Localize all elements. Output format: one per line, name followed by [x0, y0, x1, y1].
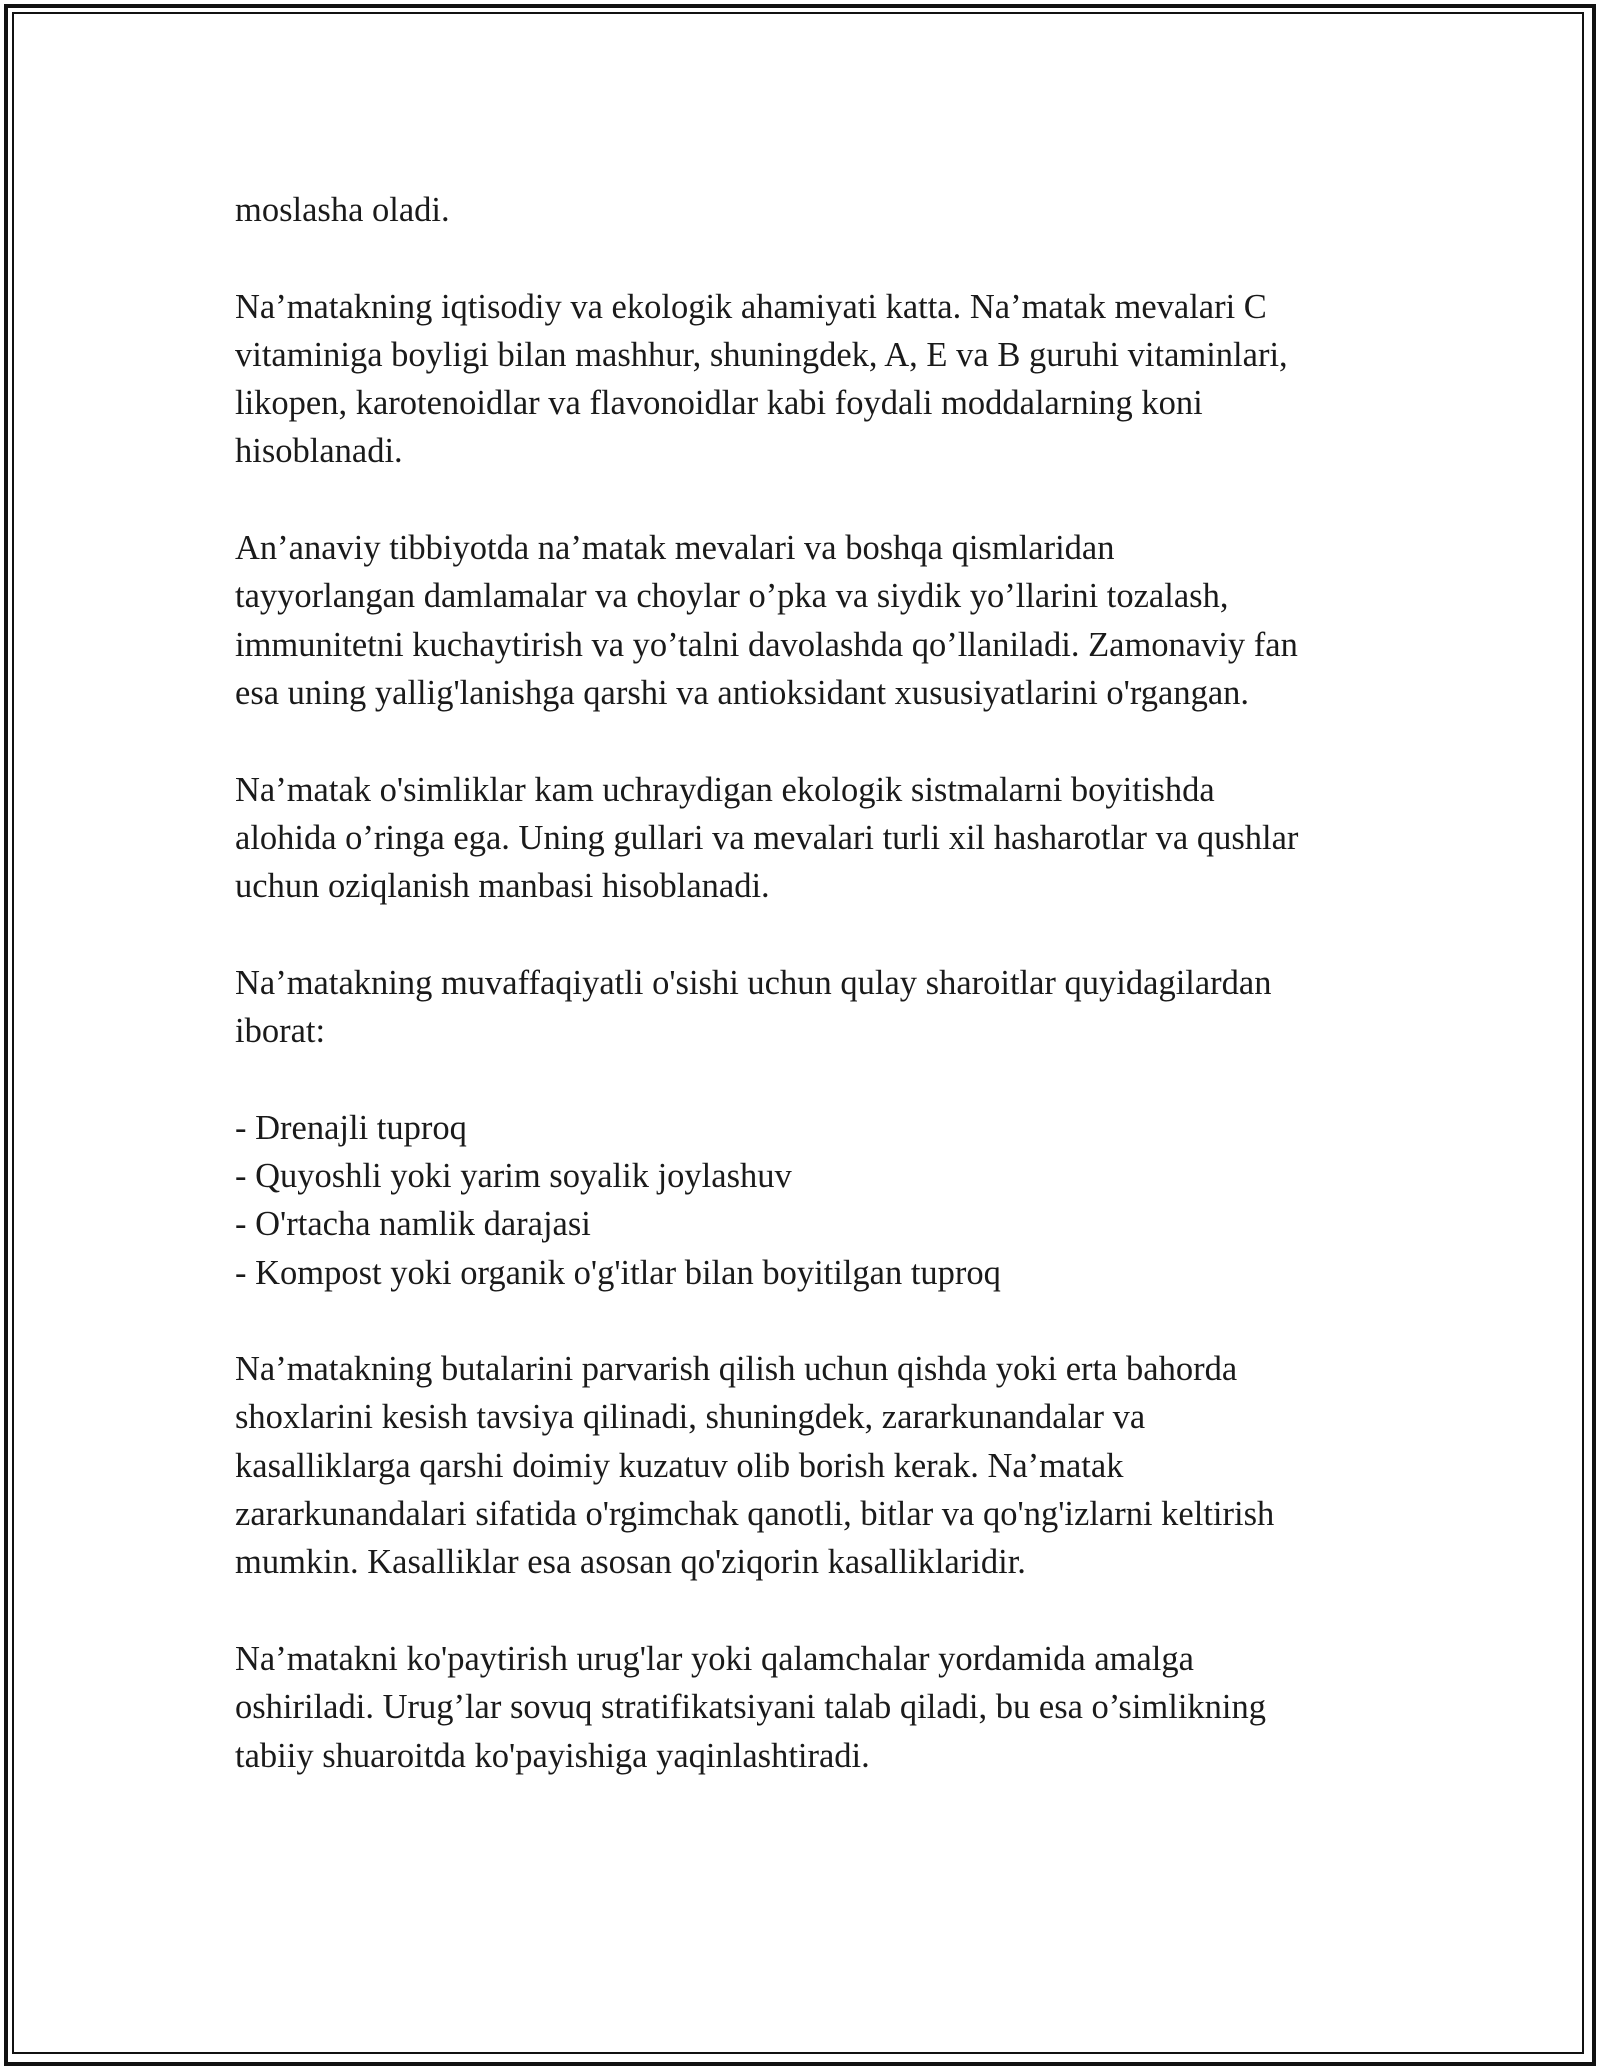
paragraph-traditional-medicine: An’anaviy tibbiyotda na’matak mevalari va boshqa qismlaridan tayyorlangan damlamalar va choylar o’pka va siydik yo’llarini tozalash, immunitetni kuchaytirish va yo’talni davolashda qo’llaniladi. Zamonaviy fan esa uning yallig'lanishga qarshi va antioksidant xususiyatlarini o'rgangan.: [235, 529, 1298, 712]
list-item: - Kompost yoki organik o'g'itlar bilan boyitilgan tuproq: [235, 1253, 1001, 1292]
list-item: - Quyoshli yoki yarim soyalik joylashuv: [235, 1156, 792, 1195]
paragraph-propagation: Na’matakni ko'paytirish urug'lar yoki qalamchalar yordamida amalga oshiriladi. Urug’lar sovuq stratifikatsiyani talab qiladi, bu esa o’simlikning tabiiy shuaroitda ko'payishiga yaqinlashtiradi.: [235, 1639, 1266, 1775]
paragraph-growing-conditions-intro: Na’matakning muvaffaqiyatli o'sishi uchun qulay sharoitlar quyidagilardan iborat:: [235, 963, 1272, 1051]
growing-conditions-list: [235, 1104, 1395, 1297]
paragraph-care-and-pests: Na’matakning butalarini parvarish qilish uchun qishda yoki erta bahorda shoxlarini kesish tavsiya qilinadi, shuningdek, zararkunandalar va kasalliklarga qarshi doimiy kuzatuv olib borish kerak. Na’matak zararkunandalari sifatida o'rgimchak qanotli, bitlar va qo'ng'izlarni keltirish mumkin. Kasalliklar esa asosan qo'ziqorin kasalliklaridir.: [235, 1350, 1275, 1582]
paragraph-continuation: moslasha oladi.: [235, 191, 450, 229]
paragraph-ecological-role: Na’matak o'simliklar kam uchraydigan ekologik sistmalarni boyitishda alohida o’ringa ega. Uning gullari va mevalari turli xil hasharotlar va qushlar uchun oziqlanish manbasi hisoblanadi.: [235, 770, 1299, 906]
list-item: - Drenajli tuproq: [235, 1108, 467, 1147]
document-body: [235, 186, 1395, 1828]
list-item: - O'rtacha namlik darajasi: [235, 1205, 591, 1244]
paragraph-economic-importance: Na’matakning iqtisodiy va ekologik ahamiyati katta. Na’matak mevalari C vitaminiga boyligi bilan mashhur, shuningdek, A, E va B guruhi vitaminlari, likopen, karotenoidlar va flavonoidlar kabi foydali moddalarning koni hisoblanadi.: [235, 287, 1288, 471]
